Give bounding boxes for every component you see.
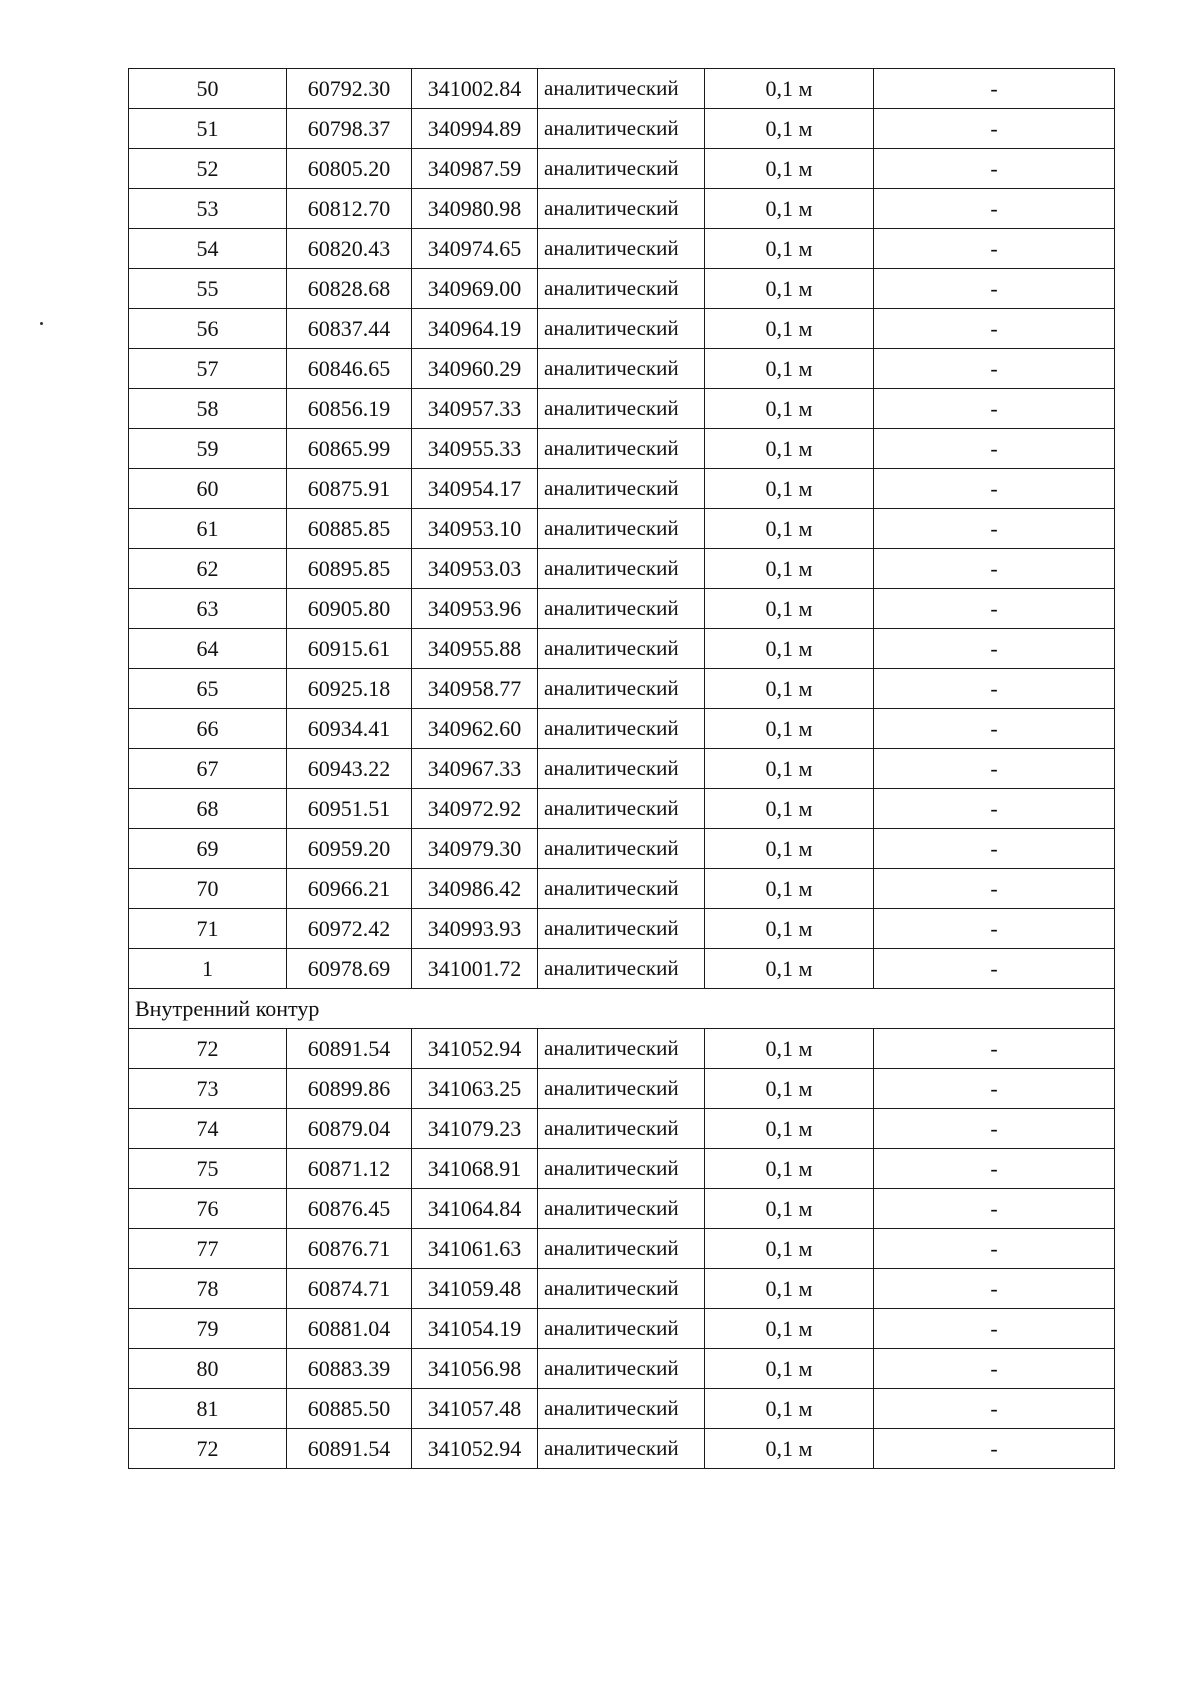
table-row <box>129 909 1115 949</box>
y-coordinate-cell: 340953.10 <box>412 509 538 549</box>
note-cell: - <box>874 909 1115 949</box>
method-cell: аналитический <box>538 69 705 109</box>
note-cell: - <box>874 1309 1115 1349</box>
method-cell: аналитический <box>538 1269 705 1309</box>
y-coordinate-cell: 341056.98 <box>412 1349 538 1389</box>
point-number-cell: 61 <box>129 509 287 549</box>
accuracy-cell: 0,1 м <box>705 1069 874 1109</box>
table-row <box>129 869 1115 909</box>
accuracy-cell: 0,1 м <box>705 829 874 869</box>
accuracy-cell: 0,1 м <box>705 309 874 349</box>
x-coordinate-cell: 60959.20 <box>287 829 412 869</box>
x-coordinate-cell: 60812.70 <box>287 189 412 229</box>
method-cell: аналитический <box>538 229 705 269</box>
y-coordinate-cell: 340994.89 <box>412 109 538 149</box>
section-label-inner-contour: Внутренний контур <box>129 989 1115 1029</box>
y-coordinate-cell: 340957.33 <box>412 389 538 429</box>
method-cell: аналитический <box>538 709 705 749</box>
method-cell: аналитический <box>538 389 705 429</box>
accuracy-cell: 0,1 м <box>705 189 874 229</box>
note-cell: - <box>874 1069 1115 1109</box>
point-number-cell: 59 <box>129 429 287 469</box>
x-coordinate-cell: 60951.51 <box>287 789 412 829</box>
point-number-cell: 64 <box>129 629 287 669</box>
note-cell: - <box>874 69 1115 109</box>
accuracy-cell: 0,1 м <box>705 869 874 909</box>
table-row <box>129 389 1115 429</box>
note-cell: - <box>874 229 1115 269</box>
x-coordinate-cell: 60978.69 <box>287 949 412 989</box>
y-coordinate-cell: 340954.17 <box>412 469 538 509</box>
point-number-cell: 65 <box>129 669 287 709</box>
x-coordinate-cell: 60883.39 <box>287 1349 412 1389</box>
table-row <box>129 269 1115 309</box>
method-cell: аналитический <box>538 189 705 229</box>
y-coordinate-cell: 341001.72 <box>412 949 538 989</box>
x-coordinate-cell: 60885.50 <box>287 1389 412 1429</box>
point-number-cell: 75 <box>129 1149 287 1189</box>
x-coordinate-cell: 60905.80 <box>287 589 412 629</box>
y-coordinate-cell: 341064.84 <box>412 1189 538 1229</box>
note-cell: - <box>874 829 1115 869</box>
y-coordinate-cell: 341052.94 <box>412 1429 538 1469</box>
y-coordinate-cell: 340960.29 <box>412 349 538 389</box>
y-coordinate-cell: 341059.48 <box>412 1269 538 1309</box>
coordinates-table-body <box>129 69 1115 1469</box>
note-cell: - <box>874 189 1115 229</box>
table-row <box>129 1189 1115 1229</box>
accuracy-cell: 0,1 м <box>705 1229 874 1269</box>
accuracy-cell: 0,1 м <box>705 1349 874 1389</box>
point-number-cell: 69 <box>129 829 287 869</box>
x-coordinate-cell: 60837.44 <box>287 309 412 349</box>
point-number-cell: 60 <box>129 469 287 509</box>
point-number-cell: 63 <box>129 589 287 629</box>
note-cell: - <box>874 1429 1115 1469</box>
table-row <box>129 229 1115 269</box>
accuracy-cell: 0,1 м <box>705 269 874 309</box>
accuracy-cell: 0,1 м <box>705 469 874 509</box>
point-number-cell: 51 <box>129 109 287 149</box>
y-coordinate-cell: 341054.19 <box>412 1309 538 1349</box>
method-cell: аналитический <box>538 269 705 309</box>
accuracy-cell: 0,1 м <box>705 909 874 949</box>
note-cell: - <box>874 669 1115 709</box>
table-row <box>129 1149 1115 1189</box>
y-coordinate-cell: 341079.23 <box>412 1109 538 1149</box>
accuracy-cell: 0,1 м <box>705 949 874 989</box>
method-cell: аналитический <box>538 869 705 909</box>
table-row <box>129 149 1115 189</box>
point-number-cell: 78 <box>129 1269 287 1309</box>
y-coordinate-cell: 340987.59 <box>412 149 538 189</box>
x-coordinate-cell: 60934.41 <box>287 709 412 749</box>
x-coordinate-cell: 60798.37 <box>287 109 412 149</box>
accuracy-cell: 0,1 м <box>705 389 874 429</box>
table-row <box>129 789 1115 829</box>
method-cell: аналитический <box>538 469 705 509</box>
method-cell: аналитический <box>538 109 705 149</box>
note-cell: - <box>874 309 1115 349</box>
note-cell: - <box>874 589 1115 629</box>
table-row <box>129 69 1115 109</box>
method-cell: аналитический <box>538 1149 705 1189</box>
y-coordinate-cell: 340955.33 <box>412 429 538 469</box>
coordinates-table <box>128 68 1115 1469</box>
section-row-inner-contour <box>129 989 1115 1029</box>
point-number-cell: 62 <box>129 549 287 589</box>
point-number-cell: 80 <box>129 1349 287 1389</box>
accuracy-cell: 0,1 м <box>705 509 874 549</box>
note-cell: - <box>874 1149 1115 1189</box>
accuracy-cell: 0,1 м <box>705 589 874 629</box>
method-cell: аналитический <box>538 349 705 389</box>
table-row <box>129 309 1115 349</box>
accuracy-cell: 0,1 м <box>705 789 874 829</box>
method-cell: аналитический <box>538 1229 705 1269</box>
method-cell: аналитический <box>538 309 705 349</box>
y-coordinate-cell: 340962.60 <box>412 709 538 749</box>
accuracy-cell: 0,1 м <box>705 1109 874 1149</box>
method-cell: аналитический <box>538 1109 705 1149</box>
x-coordinate-cell: 60943.22 <box>287 749 412 789</box>
note-cell: - <box>874 109 1115 149</box>
point-number-cell: 53 <box>129 189 287 229</box>
x-coordinate-cell: 60865.99 <box>287 429 412 469</box>
method-cell: аналитический <box>538 549 705 589</box>
y-coordinate-cell: 340980.98 <box>412 189 538 229</box>
note-cell: - <box>874 269 1115 309</box>
point-number-cell: 79 <box>129 1309 287 1349</box>
table-row <box>129 589 1115 629</box>
method-cell: аналитический <box>538 789 705 829</box>
accuracy-cell: 0,1 м <box>705 1389 874 1429</box>
accuracy-cell: 0,1 м <box>705 1309 874 1349</box>
table-row <box>129 429 1115 469</box>
x-coordinate-cell: 60885.85 <box>287 509 412 549</box>
note-cell: - <box>874 789 1115 829</box>
note-cell: - <box>874 1349 1115 1389</box>
table-row <box>129 1389 1115 1429</box>
table-row <box>129 1309 1115 1349</box>
table-row <box>129 1269 1115 1309</box>
note-cell: - <box>874 149 1115 189</box>
method-cell: аналитический <box>538 1349 705 1389</box>
note-cell: - <box>874 1389 1115 1429</box>
accuracy-cell: 0,1 м <box>705 549 874 589</box>
note-cell: - <box>874 1189 1115 1229</box>
method-cell: аналитический <box>538 909 705 949</box>
point-number-cell: 56 <box>129 309 287 349</box>
y-coordinate-cell: 341068.91 <box>412 1149 538 1189</box>
x-coordinate-cell: 60876.45 <box>287 1189 412 1229</box>
note-cell: - <box>874 509 1115 549</box>
point-number-cell: 72 <box>129 1429 287 1469</box>
note-cell: - <box>874 629 1115 669</box>
point-number-cell: 70 <box>129 869 287 909</box>
point-number-cell: 58 <box>129 389 287 429</box>
x-coordinate-cell: 60871.12 <box>287 1149 412 1189</box>
accuracy-cell: 0,1 м <box>705 629 874 669</box>
point-number-cell: 77 <box>129 1229 287 1269</box>
accuracy-cell: 0,1 м <box>705 109 874 149</box>
accuracy-cell: 0,1 м <box>705 1269 874 1309</box>
accuracy-cell: 0,1 м <box>705 149 874 189</box>
point-number-cell: 74 <box>129 1109 287 1149</box>
method-cell: аналитический <box>538 949 705 989</box>
point-number-cell: 50 <box>129 69 287 109</box>
y-coordinate-cell: 340993.93 <box>412 909 538 949</box>
x-coordinate-cell: 60891.54 <box>287 1029 412 1069</box>
y-coordinate-cell: 340955.88 <box>412 629 538 669</box>
note-cell: - <box>874 1229 1115 1269</box>
method-cell: аналитический <box>538 829 705 869</box>
method-cell: аналитический <box>538 1389 705 1429</box>
y-coordinate-cell: 340986.42 <box>412 869 538 909</box>
y-coordinate-cell: 340964.19 <box>412 309 538 349</box>
method-cell: аналитический <box>538 749 705 789</box>
y-coordinate-cell: 340958.77 <box>412 669 538 709</box>
x-coordinate-cell: 60966.21 <box>287 869 412 909</box>
x-coordinate-cell: 60899.86 <box>287 1069 412 1109</box>
table-row <box>129 1069 1115 1109</box>
y-coordinate-cell: 340953.03 <box>412 549 538 589</box>
accuracy-cell: 0,1 м <box>705 1149 874 1189</box>
point-number-cell: 1 <box>129 949 287 989</box>
x-coordinate-cell: 60876.71 <box>287 1229 412 1269</box>
y-coordinate-cell: 341061.63 <box>412 1229 538 1269</box>
y-coordinate-cell: 340953.96 <box>412 589 538 629</box>
method-cell: аналитический <box>538 1069 705 1109</box>
note-cell: - <box>874 869 1115 909</box>
table-row <box>129 629 1115 669</box>
x-coordinate-cell: 60891.54 <box>287 1429 412 1469</box>
accuracy-cell: 0,1 м <box>705 1189 874 1229</box>
note-cell: - <box>874 1029 1115 1069</box>
point-number-cell: 55 <box>129 269 287 309</box>
note-cell: - <box>874 549 1115 589</box>
accuracy-cell: 0,1 м <box>705 69 874 109</box>
note-cell: - <box>874 429 1115 469</box>
method-cell: аналитический <box>538 669 705 709</box>
table-row <box>129 509 1115 549</box>
note-cell: - <box>874 389 1115 429</box>
y-coordinate-cell: 340974.65 <box>412 229 538 269</box>
method-cell: аналитический <box>538 1029 705 1069</box>
method-cell: аналитический <box>538 629 705 669</box>
note-cell: - <box>874 469 1115 509</box>
table-row <box>129 349 1115 389</box>
table-row <box>129 1229 1115 1269</box>
x-coordinate-cell: 60915.61 <box>287 629 412 669</box>
point-number-cell: 72 <box>129 1029 287 1069</box>
table-row <box>129 469 1115 509</box>
accuracy-cell: 0,1 м <box>705 1029 874 1069</box>
accuracy-cell: 0,1 м <box>705 1429 874 1469</box>
method-cell: аналитический <box>538 1309 705 1349</box>
y-coordinate-cell: 340967.33 <box>412 749 538 789</box>
x-coordinate-cell: 60875.91 <box>287 469 412 509</box>
x-coordinate-cell: 60846.65 <box>287 349 412 389</box>
y-coordinate-cell: 341057.48 <box>412 1389 538 1429</box>
note-cell: - <box>874 749 1115 789</box>
point-number-cell: 54 <box>129 229 287 269</box>
point-number-cell: 68 <box>129 789 287 829</box>
point-number-cell: 52 <box>129 149 287 189</box>
table-row <box>129 109 1115 149</box>
point-number-cell: 57 <box>129 349 287 389</box>
table-row <box>129 669 1115 709</box>
method-cell: аналитический <box>538 1429 705 1469</box>
x-coordinate-cell: 60972.42 <box>287 909 412 949</box>
point-number-cell: 81 <box>129 1389 287 1429</box>
x-coordinate-cell: 60828.68 <box>287 269 412 309</box>
accuracy-cell: 0,1 м <box>705 669 874 709</box>
x-coordinate-cell: 60856.19 <box>287 389 412 429</box>
y-coordinate-cell: 341063.25 <box>412 1069 538 1109</box>
method-cell: аналитический <box>538 589 705 629</box>
table-row <box>129 829 1115 869</box>
point-number-cell: 67 <box>129 749 287 789</box>
note-cell: - <box>874 349 1115 389</box>
table-row <box>129 549 1115 589</box>
note-cell: - <box>874 1269 1115 1309</box>
table-row <box>129 1429 1115 1469</box>
table-row <box>129 1109 1115 1149</box>
table-row <box>129 1349 1115 1389</box>
x-coordinate-cell: 60895.85 <box>287 549 412 589</box>
point-number-cell: 71 <box>129 909 287 949</box>
method-cell: аналитический <box>538 429 705 469</box>
table-row <box>129 709 1115 749</box>
note-cell: - <box>874 949 1115 989</box>
x-coordinate-cell: 60881.04 <box>287 1309 412 1349</box>
accuracy-cell: 0,1 м <box>705 749 874 789</box>
method-cell: аналитический <box>538 149 705 189</box>
accuracy-cell: 0,1 м <box>705 229 874 269</box>
table-row <box>129 949 1115 989</box>
table-row <box>129 1029 1115 1069</box>
point-number-cell: 76 <box>129 1189 287 1229</box>
y-coordinate-cell: 340979.30 <box>412 829 538 869</box>
point-number-cell: 73 <box>129 1069 287 1109</box>
x-coordinate-cell: 60805.20 <box>287 149 412 189</box>
y-coordinate-cell: 341002.84 <box>412 69 538 109</box>
method-cell: аналитический <box>538 509 705 549</box>
scan-speck <box>40 322 43 325</box>
x-coordinate-cell: 60879.04 <box>287 1109 412 1149</box>
y-coordinate-cell: 340969.00 <box>412 269 538 309</box>
x-coordinate-cell: 60792.30 <box>287 69 412 109</box>
accuracy-cell: 0,1 м <box>705 709 874 749</box>
point-number-cell: 66 <box>129 709 287 749</box>
table-row <box>129 749 1115 789</box>
table-row <box>129 189 1115 229</box>
accuracy-cell: 0,1 м <box>705 349 874 389</box>
x-coordinate-cell: 60820.43 <box>287 229 412 269</box>
note-cell: - <box>874 709 1115 749</box>
y-coordinate-cell: 341052.94 <box>412 1029 538 1069</box>
y-coordinate-cell: 340972.92 <box>412 789 538 829</box>
x-coordinate-cell: 60874.71 <box>287 1269 412 1309</box>
x-coordinate-cell: 60925.18 <box>287 669 412 709</box>
method-cell: аналитический <box>538 1189 705 1229</box>
note-cell: - <box>874 1109 1115 1149</box>
accuracy-cell: 0,1 м <box>705 429 874 469</box>
